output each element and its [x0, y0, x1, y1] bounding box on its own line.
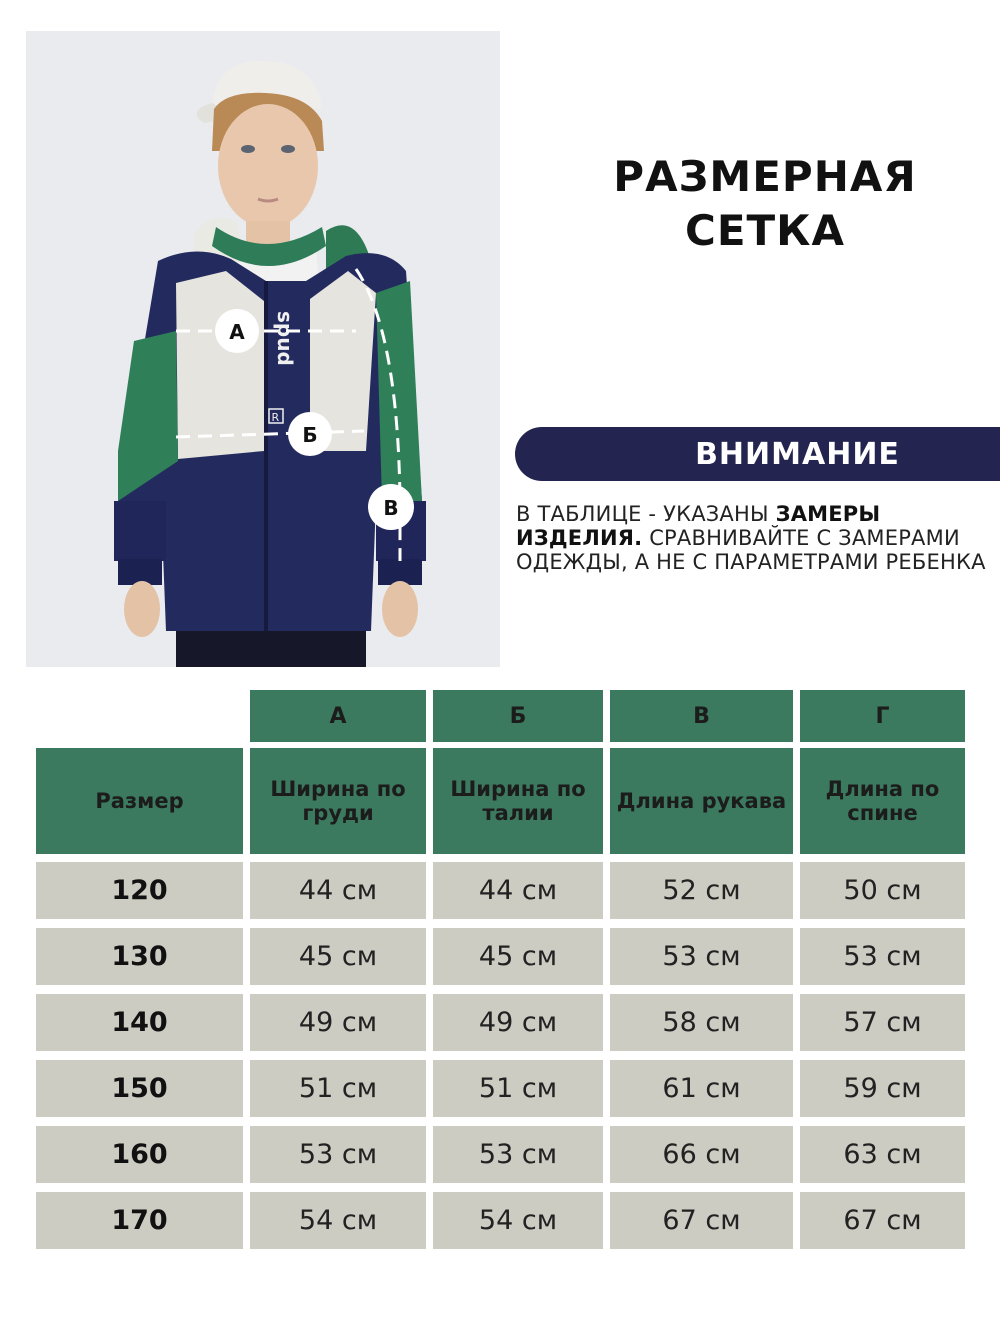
table-cell: 66 см	[610, 1126, 793, 1183]
column-header-sleeve: Длина рукава	[610, 748, 793, 854]
marker-a-label: А	[229, 320, 245, 344]
table-cell: 51 см	[250, 1060, 426, 1117]
table-row-size: 140	[36, 994, 243, 1051]
jacket-badge: R	[271, 411, 280, 424]
note-text-1: В ТАБЛИЦЕ - УКАЗАНЫ	[516, 502, 776, 526]
table-row-size: 170	[36, 1192, 243, 1249]
table-row-size: 150	[36, 1060, 243, 1117]
table-cell: 53 см	[610, 928, 793, 985]
table-cell: 58 см	[610, 994, 793, 1051]
title-line-2: СЕТКА	[685, 206, 845, 255]
table-row-size: 120	[36, 862, 243, 919]
table-cell: 53 см	[250, 1126, 426, 1183]
table-cell: 49 см	[433, 994, 603, 1051]
table-cell: 44 см	[433, 862, 603, 919]
table-cell: 59 см	[800, 1060, 965, 1117]
title-line-1: РАЗМЕРНАЯ	[613, 152, 917, 201]
table-cell: 51 см	[433, 1060, 603, 1117]
table-cell: 45 см	[433, 928, 603, 985]
table-row-size: 130	[36, 928, 243, 985]
column-letter-b: Б	[433, 690, 603, 742]
table-cell: 53 см	[800, 928, 965, 985]
table-cell: 53 см	[433, 1126, 603, 1183]
column-header-chest: Ширина по груди	[250, 748, 426, 854]
table-cell: 67 см	[800, 1192, 965, 1249]
table-cell: 63 см	[800, 1126, 965, 1183]
table-row-size: 160	[36, 1126, 243, 1183]
jacket-print-text: spud	[273, 311, 297, 366]
table-cell: 45 см	[250, 928, 426, 985]
column-header-waist: Ширина по талии	[433, 748, 603, 854]
table-cell: 57 см	[800, 994, 965, 1051]
column-letter-v: В	[610, 690, 793, 742]
note-text-2: СРАВНИВАЙТЕ С ЗАМЕРАМИ ОДЕЖДЫ, А НЕ С ПАРАМЕТРАМИ РЕБЕНКА	[516, 526, 986, 574]
attention-banner-text: ВНИМАНИЕ	[695, 436, 900, 472]
table-cell: 50 см	[800, 862, 965, 919]
table-cell: 52 см	[610, 862, 793, 919]
note-text-bold: ЗАМЕРЫ ИЗДЕЛИЯ.	[516, 502, 881, 550]
column-header-back: Длина по спине	[800, 748, 965, 854]
column-letter-g: Г	[800, 690, 965, 742]
table-cell: 54 см	[433, 1192, 603, 1249]
marker-b-label: Б	[302, 423, 318, 447]
size-column-header: Размер	[36, 748, 243, 854]
table-cell: 44 см	[250, 862, 426, 919]
column-letter-a: А	[250, 690, 426, 742]
marker-v-label: В	[383, 496, 399, 520]
table-cell: 67 см	[610, 1192, 793, 1249]
table-cell: 49 см	[250, 994, 426, 1051]
table-cell: 61 см	[610, 1060, 793, 1117]
table-cell: 54 см	[250, 1192, 426, 1249]
